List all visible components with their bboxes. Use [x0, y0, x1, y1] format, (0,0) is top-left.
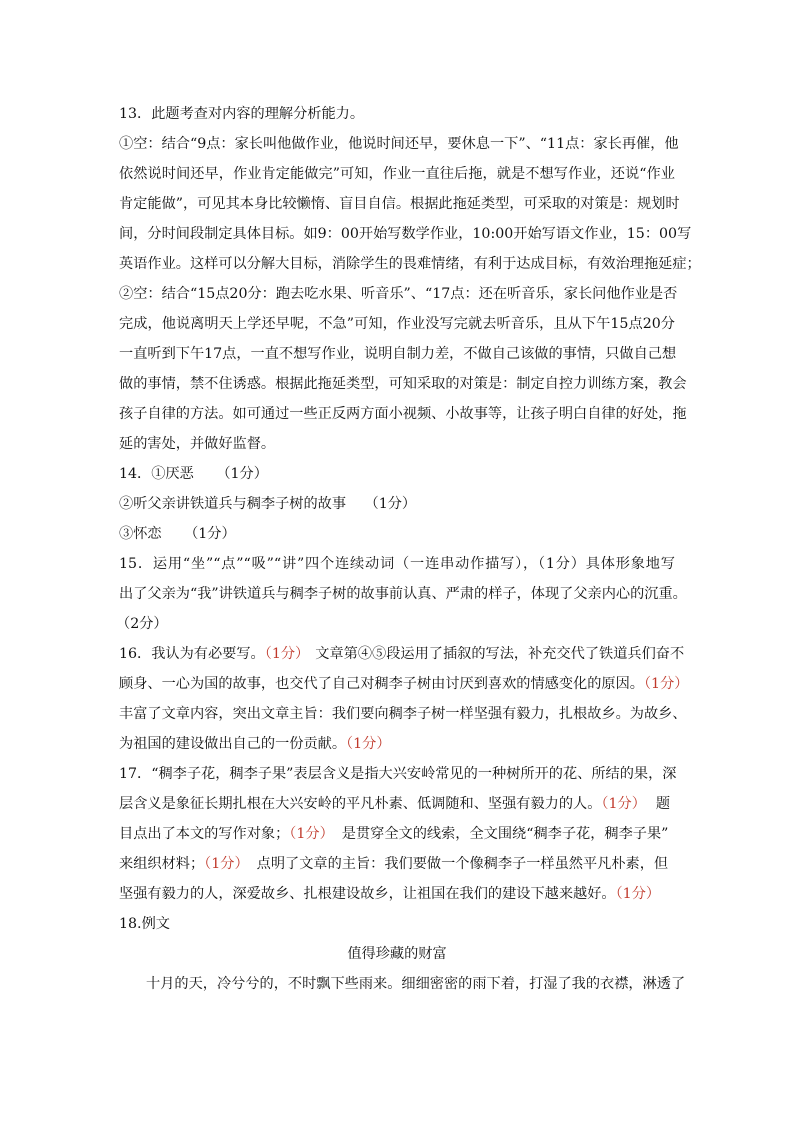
q16-line: [119, 734, 391, 754]
q16-text: 为祖国的建设做出自己的一份贡献。: [119, 736, 347, 752]
q17-line: [119, 884, 660, 904]
q17-text: 来组织材料；: [119, 856, 205, 872]
q13-heading: 13．此题考查对内容的理解分析能力。: [119, 106, 365, 122]
q13-line: 英语作业。这样可以分解大目标，消除学生的畏难情绪，有利于达成目标，有效治理拖延症；: [119, 256, 701, 272]
q14-answer-3-text: ③怀恋: [119, 526, 162, 542]
q13-line: 间，分时间段制定具体目标。如9：00开始写数学作业，10:00开始写语文作业，15：00写: [119, 226, 692, 242]
q17-text: 点明了文章的主旨：我们要做一个像稠李子一样虽然平凡朴素，但: [256, 856, 669, 872]
q13-line: 延的害处，并做好监督。: [119, 436, 276, 452]
q17-text: 坚强有毅力的人，深爱故乡、扎根建设故乡，让祖国在我们的建设下越来越好。: [119, 886, 616, 902]
q17-text: 题: [655, 796, 671, 812]
score-badge: （1分）: [615, 886, 661, 902]
essay-paragraph: 十月的天，冷兮兮的，不时飘下些雨来。细细密密的雨下着，打湿了我的衣襟，淋透了: [146, 976, 686, 992]
q15-line: 出了父亲为“我”讲铁道兵与稠李子树的故事前认真、严肃的样子，体现了父亲内心的沉重。: [119, 586, 687, 602]
q13-line: 依然说时间还早，作业肯定能做完”可知，作业一直往后拖，就是不想写作业，还说“作业: [119, 166, 675, 182]
q14-answer-1: [119, 464, 268, 484]
q18-label: 18.例文: [119, 916, 170, 932]
q17-line: 17．“稠李子花，稠李子果”表层含义是指大兴安岭常见的一种树所开的花、所结的果，深: [119, 766, 677, 782]
q13-line: 一直听到下午17点，一直不想写作业，说明自制力差，不做自己该做的事情，只做自己想: [119, 346, 677, 362]
q13-line: 做的事情，禁不住诱惑。根据此拖延类型，可知采取的对策是：制定自控力训练方案，教会: [119, 376, 687, 392]
q13-line: 肯定能做”，可见其本身比较懒惰、盲目自信。根据此拖延类型，可采取的对策是：规划时: [119, 196, 680, 212]
q13-line: 孩子自律的方法。如可通过一些正反两方面小视频、小故事等，让孩子明白自律的好处，拖: [119, 406, 687, 422]
score-badge: （1分）: [346, 736, 391, 752]
q17-line: [119, 854, 668, 874]
q17-text: 是贯穿全文的线索，全文围绕“稠李子花，稠李子果”: [341, 826, 669, 842]
essay-title: 值得珍藏的财富: [347, 946, 447, 962]
q15-line: （2分）: [116, 616, 168, 632]
q14-answer-2-text: ②听父亲讲铁道兵与稠李子树的故事: [119, 496, 347, 512]
q17-text: 层含义是象征长期扎根在大兴安岭的平凡朴素、低调随和、坚强有毅力的人。: [119, 796, 602, 812]
q16-answer: 16．我认为有必要写。: [119, 646, 265, 662]
q14-answer-3-score: （1分）: [184, 526, 236, 542]
q16-line: [119, 644, 684, 664]
q14-answer-1-text: 14．①厌恶: [119, 466, 194, 482]
q17-text: 目点出了本文的写作对象；: [119, 826, 290, 842]
score-badge: （1分）: [264, 646, 310, 662]
q14-answer-3: [119, 524, 236, 544]
score-badge: （1分）: [643, 676, 689, 692]
score-badge: （1分）: [289, 826, 334, 842]
score-badge: （1分）: [601, 796, 646, 812]
q13-line: 完成，他说离明天上学还早呢，不急”可知，作业没写完就去听音乐，且从下午15点20分: [119, 316, 675, 332]
q17-line: [119, 794, 670, 814]
q16-text: 文章第④⑤段运用了插叙的写法，补充交代了铁道兵们奋不: [315, 646, 685, 662]
q14-answer-1-score: （1分）: [216, 466, 268, 482]
q16-line: 丰富了文章内容，突出文章主旨：我们要向稠李子树一样坚强有毅力，扎根故乡。为故乡、: [119, 706, 687, 722]
score-badge: （1分）: [204, 856, 249, 872]
q16-text: 顾身、一心为国的故事，也交代了自己对稠李子树由讨厌到喜欢的情感变化的原因。: [119, 676, 644, 692]
q13-line: ①空：结合“9点：家长叫他做作业，他说时间还早，要休息一下”、“11点：家长再催，他: [119, 136, 679, 152]
q13-line: ②空：结合“15点20分：跑去吃水果、听音乐”、“17点：还在听音乐，家长问他作业是否: [119, 286, 678, 302]
q14-answer-2-score: （1分）: [364, 496, 417, 512]
q15-line: 15．运用“坐”“点”“吸”“讲”四个连续动词（一连串动作描写），（1分）具体形象地写: [119, 556, 675, 572]
q17-line: [119, 824, 668, 844]
q16-line: [119, 674, 688, 694]
q14-answer-2: [119, 494, 416, 514]
